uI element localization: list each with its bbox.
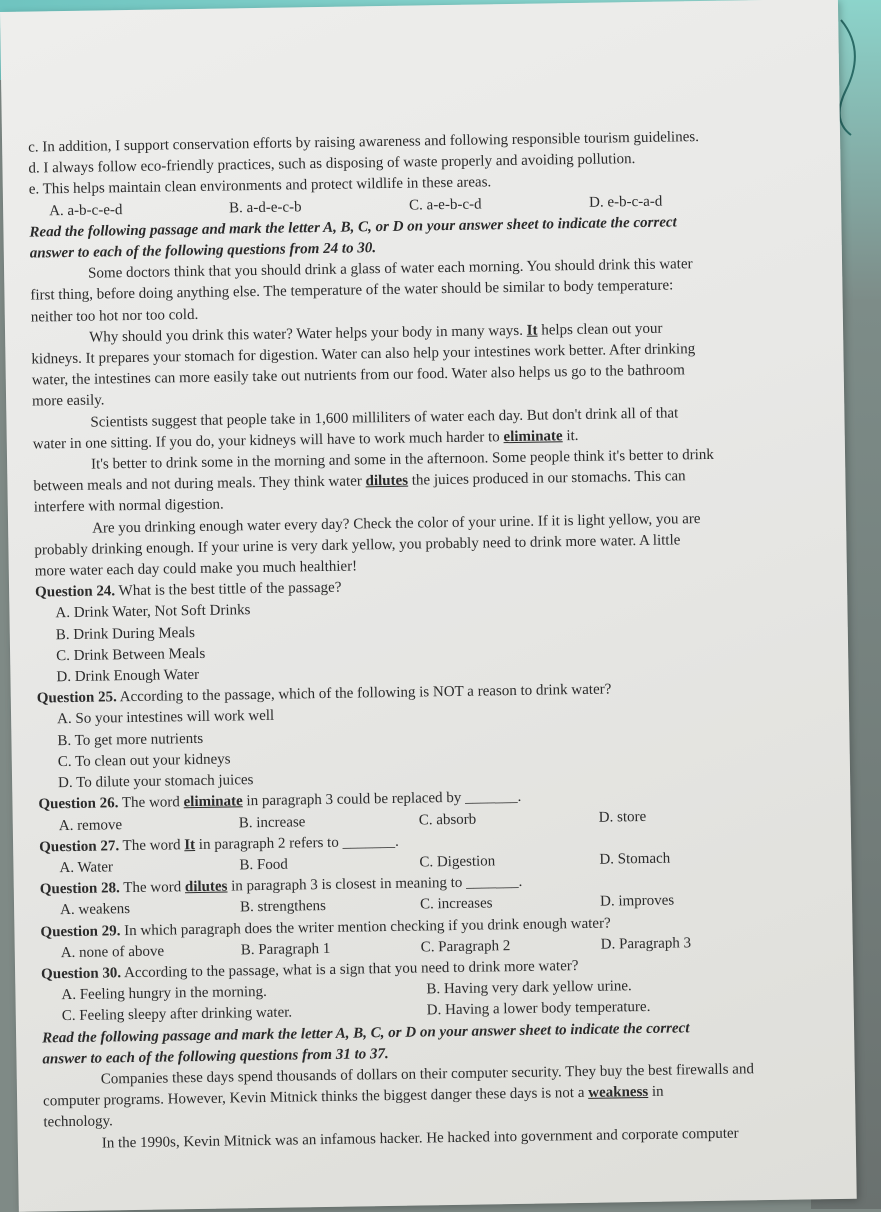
- option-b[interactable]: B. Food: [239, 856, 288, 874]
- option-a[interactable]: A. Feeling hungry in the morning.: [61, 984, 267, 1004]
- passage-line: Some doctors think that you should drink a glass of water each morning. You should drink this water: [87, 256, 693, 282]
- question-text: The word: [119, 836, 185, 854]
- question-label: Question 29.: [40, 922, 121, 940]
- underlined-word: eliminate: [503, 428, 563, 445]
- passage-text: Why should you drink this water? Water helps your body in many ways.: [88, 322, 527, 346]
- question-label: Question 30.: [40, 965, 122, 983]
- question-text: in paragraph 3 could be replaced by _______.: [242, 789, 522, 810]
- option-a[interactable]: A. remove: [58, 816, 123, 834]
- passage-line: In the 1990s, Kevin Mitnick was an infamous hacker. He hacked into government and corporate computer: [101, 1125, 739, 1152]
- option-c[interactable]: C. Paragraph 2: [420, 937, 511, 956]
- passage-line: probably drinking enough. If your urine is very dark yellow, you probably need to drink more water. A little: [34, 532, 681, 559]
- option-a[interactable]: A. weakens: [59, 901, 131, 919]
- option-a[interactable]: A. none of above: [60, 943, 165, 961]
- passage-water: [30, 253, 805, 583]
- option-b[interactable]: B. Drink During Meals: [55, 624, 196, 643]
- question-text: According to the passage, which of the following is NOT a reason to drink water?: [116, 681, 612, 706]
- option-d[interactable]: D. Drink Enough Water: [56, 667, 200, 686]
- instruction-line: Read the following passage and mark the letter A, B, C, or D on your answer sheet to indicate the correct: [29, 214, 677, 241]
- underlined-word: dilutes: [184, 878, 228, 896]
- passage-line: interfere with normal digestion.: [33, 497, 224, 516]
- instruction-line: answer to each of the following questions from 24 to 30.: [29, 240, 377, 262]
- question-label: Question 24.: [35, 583, 116, 601]
- option-a[interactable]: A. Water: [59, 859, 114, 877]
- option-c[interactable]: C. To clean out your kidneys: [57, 751, 231, 771]
- option-c[interactable]: C. absorb: [418, 811, 477, 829]
- passage-line: kidneys. It prepares your stomach for digestion. Water can also help your intestines work better. After drinking: [31, 341, 696, 368]
- passage-text: computer programs. However, Kevin Mitnick thinks the biggest danger these days is not a: [42, 1085, 589, 1110]
- passage-line: Companies these days spend thousands of dollars on their computer security. They buy the best firewalls and: [100, 1061, 755, 1088]
- option-c[interactable]: C. Drink Between Meals: [55, 645, 206, 665]
- option-b[interactable]: B. Paragraph 1: [240, 940, 331, 959]
- option-d[interactable]: D. Paragraph 3: [600, 934, 692, 953]
- question-text: According to the passage, what is a sign that you need to drink more water?: [121, 957, 579, 982]
- option-c[interactable]: C. Feeling sleepy after drinking water.: [61, 1004, 293, 1025]
- passage-line: neither too hot nor too cold.: [30, 306, 199, 326]
- passage-hacker: [43, 1058, 814, 1155]
- option-b[interactable]: B. a-d-e-c-b: [228, 198, 302, 217]
- option-a[interactable]: A. a-b-c-e-d: [49, 201, 123, 219]
- question-label: Question 27.: [38, 837, 120, 856]
- passage-text: water in one sitting. If you do, your kidneys will have to work much harder to: [32, 428, 504, 453]
- option-b[interactable]: B. strengthens: [239, 898, 327, 916]
- passage-text: helps clean out your: [537, 320, 663, 339]
- option-c[interactable]: C. increases: [419, 895, 493, 913]
- question-label: Question 26.: [38, 795, 119, 813]
- underlined-word: It: [184, 836, 196, 853]
- passage-text: it.: [562, 427, 579, 445]
- prev-sentence-c: c. In addition, I support conservation efforts by raising awareness and following responsible tourism guidelines.: [28, 129, 700, 156]
- passage-line: It's better to drink some in the morning and some in the afternoon. Some people think it's better to drink: [90, 446, 714, 473]
- option-c[interactable]: C. a-e-b-c-d: [408, 196, 482, 214]
- passage-line: first thing, before doing anything else. The temperature of the water should be similar to body temperature:: [30, 277, 674, 304]
- passage-text: between meals and not during meals. They think water: [33, 473, 366, 495]
- option-d[interactable]: D. To dilute your stomach juices: [57, 772, 254, 792]
- option-c[interactable]: C. Digestion: [419, 853, 496, 871]
- option-d[interactable]: D. e-b-c-a-d: [588, 193, 663, 211]
- passage-line: Scientists suggest that people take in 1,600 milliliters of water each day. But don't drink all of that: [90, 405, 679, 431]
- question-text: The word: [118, 794, 184, 812]
- instruction-line: Read the following passage and mark the letter A, B, C, or D on your answer sheet to indicate the correct: [41, 1019, 690, 1046]
- option-d[interactable]: D. Stomach: [599, 850, 671, 868]
- underlined-word: eliminate: [183, 793, 243, 811]
- option-a[interactable]: A. So your intestines will work well: [56, 708, 275, 728]
- passage-line: more easily.: [32, 392, 105, 410]
- underlined-word: dilutes: [365, 472, 409, 490]
- underlined-word: weakness: [588, 1084, 649, 1102]
- question-text: in paragraph 3 is closest in meaning to _______.: [227, 874, 523, 895]
- question-text: In which paragraph does the writer mention checking if you drink enough water?: [120, 915, 611, 939]
- question-label: Question 28.: [39, 880, 120, 898]
- passage-line: Are you drinking enough water every day? Check the color of your urine. If it is light yellow, you are: [91, 510, 701, 537]
- passage-line: water, the intestines can more easily take out nutrients from our food. Water also helps us go to the bathroom: [31, 362, 686, 389]
- prev-sentence-e: e. This helps maintain clean environments and protect wildlife in these areas.: [28, 174, 492, 198]
- option-d[interactable]: D. Having a lower body temperature.: [426, 999, 651, 1019]
- option-a[interactable]: A. Drink Water, Not Soft Drinks: [55, 602, 251, 622]
- passage-text: the juices produced in our stomachs. This can: [407, 468, 686, 489]
- passage-line: technology.: [43, 1113, 114, 1131]
- option-b[interactable]: B. To get more nutrients: [57, 730, 204, 749]
- option-d[interactable]: D. improves: [599, 892, 675, 910]
- option-b[interactable]: B. Having very dark yellow urine.: [426, 978, 632, 998]
- passage-text: in: [648, 1083, 664, 1101]
- prev-sentence-d: d. I always follow eco-friendly practices, such as disposing of waste properly and avoiding pollution.: [28, 151, 636, 177]
- question-label: Question 25.: [36, 689, 117, 707]
- instruction-line: answer to each of the following questions from 31 to 37.: [42, 1045, 389, 1068]
- option-d[interactable]: D. store: [598, 808, 647, 826]
- option-b[interactable]: B. increase: [238, 813, 306, 831]
- passage-line: more water each day could make you much healthier!: [34, 558, 358, 580]
- underlined-word: It: [526, 322, 538, 339]
- question-text: What is the best tittle of the passage?: [115, 579, 342, 600]
- question-text: The word: [119, 879, 186, 897]
- worksheet-content: [28, 125, 814, 1155]
- question-text: in paragraph 2 refers to _______.: [194, 833, 399, 853]
